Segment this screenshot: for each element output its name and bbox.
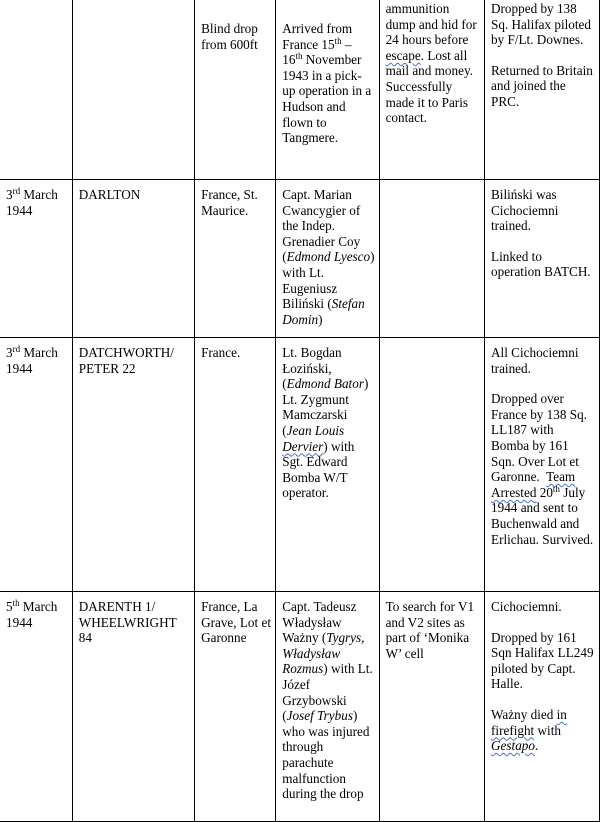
- notes-text-2: Returned to Britain and joined the PRC.: [491, 62, 593, 109]
- location-cell: [195, 180, 276, 338]
- personnel-cell: [276, 338, 379, 592]
- location-text: France.: [201, 345, 241, 360]
- location-text: Blind drop from 600ft: [201, 21, 258, 52]
- operation-cell: [72, 0, 194, 180]
- personnel-cell: [276, 592, 379, 822]
- date-cell: [0, 180, 72, 338]
- operation-name: DARENTH 1/ WHEELWRIGHT 84: [78, 599, 177, 646]
- personnel-text: Arrived from France 15th – 16th November 1943 in a pick-up operation in a Hudson and flown to Tangmere.: [282, 21, 372, 146]
- date-cell: [0, 0, 72, 180]
- operation-cell: [72, 592, 194, 822]
- notes-text-1: Biliński was Cichociemni trained.: [491, 187, 559, 234]
- cargo-cell: [379, 338, 484, 592]
- date-text: 3rd March 1944: [6, 186, 58, 218]
- cargo-cell: [379, 180, 484, 338]
- notes-text-2: Dropped by 161 Sqn Halifax LL249 piloted by Capt. Halle.: [491, 629, 594, 692]
- date-text: 5th March 1944: [6, 598, 58, 630]
- location-text: France, St. Maurice.: [201, 187, 258, 218]
- date-text: 3rd March 1944: [6, 344, 58, 376]
- notes-cell: [485, 0, 600, 180]
- cargo-cell: [379, 0, 484, 180]
- location-cell: [195, 0, 276, 180]
- operation-cell: [72, 338, 194, 592]
- operation-name: DATCHWORTH/ PETER 22: [78, 345, 174, 376]
- operation-name: DARLTON: [78, 187, 141, 202]
- personnel-text: Capt. Tadeusz Władysław Ważny (Tygrys, Władysław Rozmus) with Lt. Józef Grzybowski (Josef Trybus) who was injured through parachute malfunction during the drop: [282, 599, 373, 802]
- cargo-cell: [379, 592, 484, 822]
- table-row: [0, 0, 600, 180]
- notes-cell: [485, 338, 600, 592]
- date-cell: [0, 338, 72, 592]
- cargo-text: ammunition dump and hid for 24 hours before escape. Lost all mail and money. Successfully made it to Paris contact.: [385, 1, 477, 126]
- table-row: [0, 592, 600, 822]
- notes-cell: [485, 592, 600, 822]
- personnel-cell: [276, 0, 379, 180]
- notes-text-1: Cichociemni.: [491, 599, 562, 614]
- table-row: [0, 338, 600, 592]
- location-cell: [195, 338, 276, 592]
- operation-cell: [72, 180, 194, 338]
- personnel-cell: [276, 180, 379, 338]
- location-text: France, La Grave, Lot et Garonne: [201, 599, 271, 646]
- cargo-text: To search for V1 and V2 sites as part of ‘Monika W’ cell: [385, 599, 475, 661]
- notes-text-1: Dropped by 138 Sq. Halifax piloted by F/Lt. Downes.: [491, 1, 592, 48]
- table-row: [0, 180, 600, 338]
- location-cell: [195, 592, 276, 822]
- notes-text-2: Linked to operation BATCH.: [491, 248, 591, 280]
- notes-cell: [485, 180, 600, 338]
- notes-text-1: All Cichociemni trained.: [491, 345, 579, 376]
- personnel-text: Capt. Marian Cwancygier of the Indep. Grenadier Coy (Edmond Lyesco) with Lt. Eugeniusz Biliński (Stefan Domin): [282, 187, 375, 327]
- notes-text-3: Ważny died in firefight with Gestapo.: [491, 706, 567, 754]
- personnel-text: Lt. Bogdan Łoziński, (Edmond Bator) Lt. Zygmunt Mamczarski (Jean Louis Dervier) with Sgt. Edward Bomba W/T operator.: [282, 345, 369, 501]
- date-cell: [0, 592, 72, 822]
- notes-text-2: Dropped over France by 138 Sq. LL187 with Bomba by 161 Sqn. Over Lot et Garonne. Team Arrested 20th July 1944 and sent to Buchenwald and Erlichau. Survived.: [491, 391, 594, 547]
